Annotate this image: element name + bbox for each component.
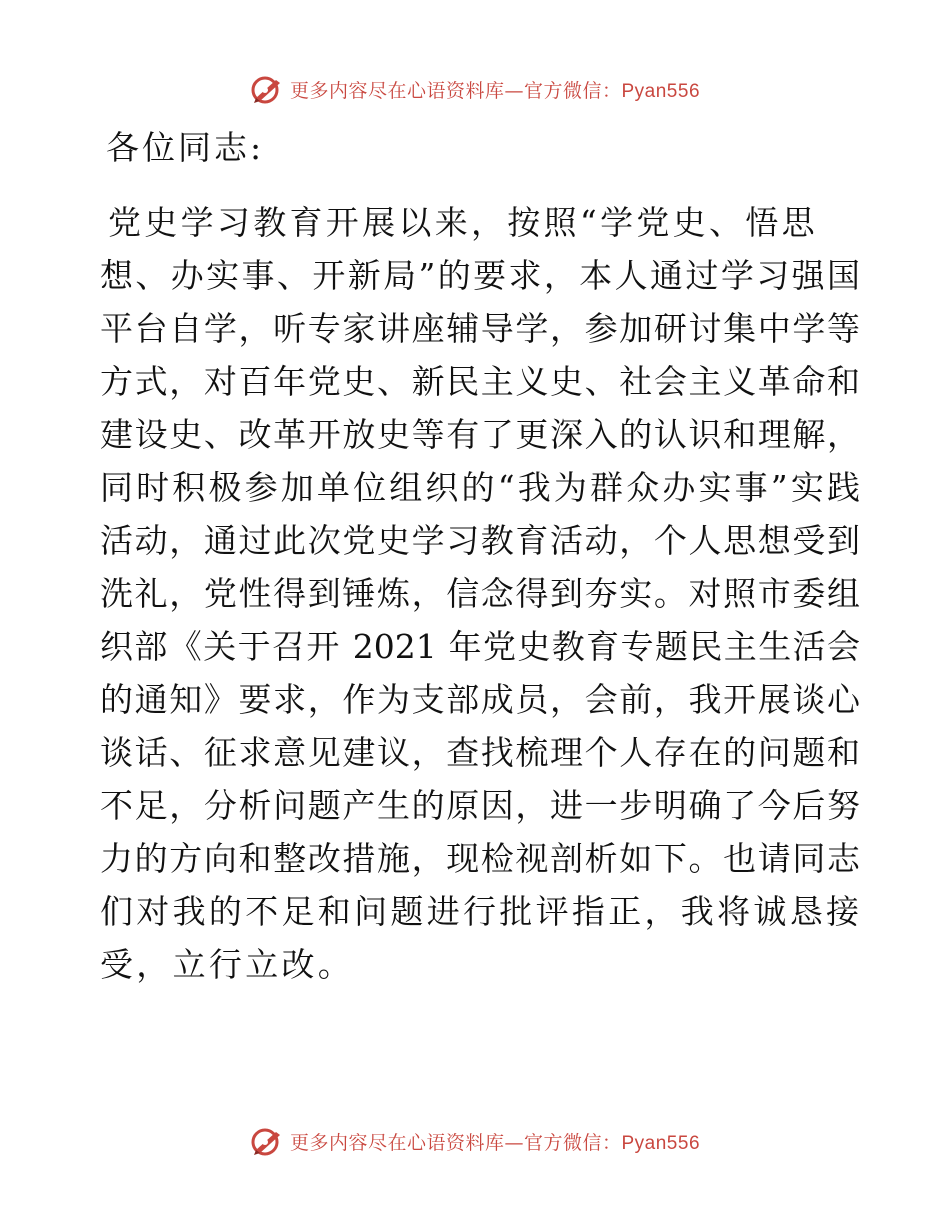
pen-logo-icon [250, 74, 284, 104]
paragraph-line: 们对我的不足和问题进行批评指正，我将诚恳接 [100, 892, 863, 931]
paragraph-line: 方式，对百年党史、新民主义史、社会主义革命和 [100, 362, 860, 401]
watermark-label: 更多内容尽在心语资料库—官方微信： [289, 79, 622, 102]
paragraph-line: 谈话、征求意见建议，查找梳理个人存在的问题和 [100, 733, 860, 772]
pen-logo-icon [250, 1126, 284, 1156]
footer-watermark [0, 1126, 950, 1156]
paragraph-line: 想、办实事、开新局”的要求，本人通过学习强国 [100, 256, 860, 295]
paragraph-line: 平台自学，听专家讲座辅导学，参加研讨集中学等 [100, 309, 860, 348]
watermark-label: 更多内容尽在心语资料库—官方微信： [289, 1131, 622, 1154]
salutation: 各位同志: [106, 128, 265, 167]
watermark-wechat-id: Pyan556 [621, 80, 701, 102]
paragraph-line: 织部《关于召开 2021 年党史教育专题民主生活会 [100, 627, 860, 666]
paragraph-line: 不足，分析问题产生的原因，进一步明确了今后努 [100, 786, 860, 825]
paragraph-line: 党史学习教育开展以来，按照“学党史、悟思 [108, 203, 818, 242]
paragraph-line: 同时积极参加单位组织的“我为群众办实事”实践 [100, 468, 860, 507]
paragraph-line: 力的方向和整改措施，现检视剖析如下。也请同志 [100, 839, 860, 878]
watermark-text [290, 1128, 700, 1155]
paragraph-line: 的通知》要求，作为支部成员，会前，我开展谈心 [100, 680, 860, 719]
body-paragraph [100, 196, 863, 991]
watermark-wechat-id: Pyan556 [621, 1132, 701, 1154]
paragraph-line: 建设史、改革开放史等有了更深入的认识和理解， [100, 415, 860, 454]
paragraph-line: 洗礼，党性得到锤炼，信念得到夯实。对照市委组 [100, 574, 860, 613]
watermark-text [290, 76, 700, 103]
header-watermark [0, 74, 950, 104]
paragraph-line: 活动，通过此次党史学习教育活动，个人思想受到 [100, 521, 860, 560]
paragraph-line: 受，立行立改。 [100, 945, 355, 984]
